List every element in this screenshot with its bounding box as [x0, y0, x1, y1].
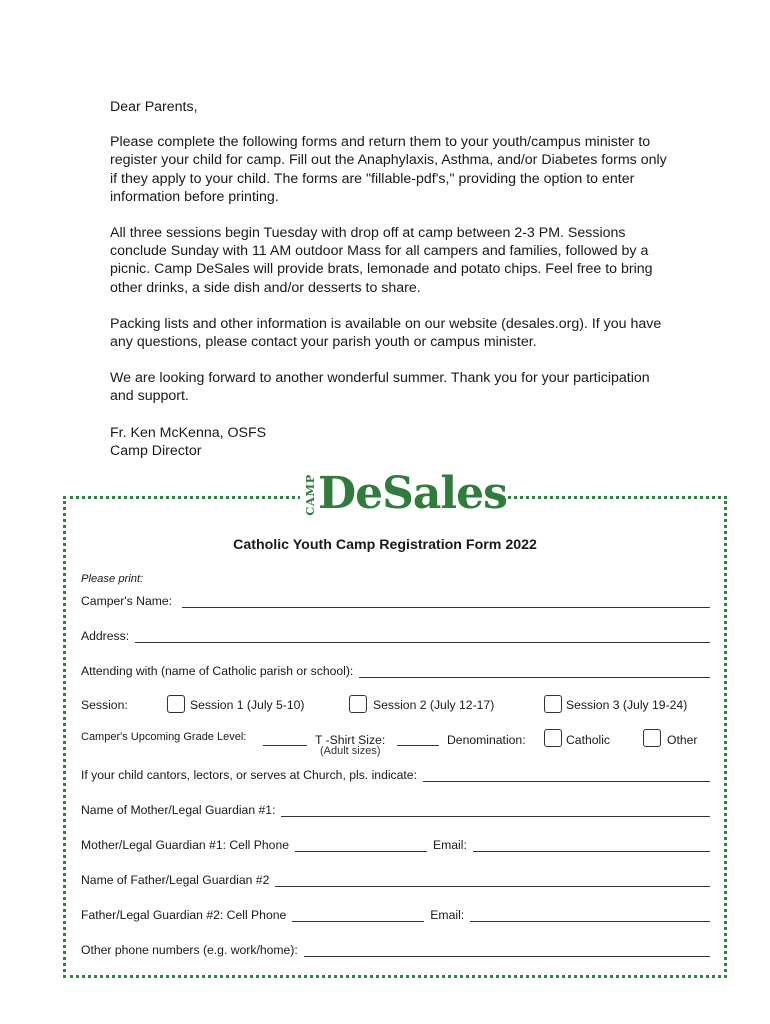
letter-signature: [110, 424, 670, 460]
session-2-label: Session 2 (July 12-17): [373, 698, 495, 712]
tshirt-adult-sizes-note: (Adult sizes): [320, 745, 381, 757]
signature-title: Camp Director: [110, 442, 202, 459]
father-name-label: Name of Father/Legal Guardian #2: [81, 873, 270, 887]
other-denomination-label: Other: [667, 733, 698, 747]
mother-name-field[interactable]: [281, 804, 710, 817]
mother-phone-field[interactable]: [295, 839, 427, 852]
session-3-checkbox[interactable]: [544, 695, 562, 713]
denomination-label: Denomination:: [447, 733, 526, 747]
campers-name-label: Camper's Name:: [81, 594, 173, 608]
father-name-field[interactable]: [275, 874, 710, 887]
other-phones-field[interactable]: [304, 944, 710, 957]
address-field[interactable]: [135, 630, 710, 643]
letter-greeting: Dear Parents,: [110, 99, 198, 115]
letter-paragraph-info: Packing lists and other information is available on our website (desales.org). If you have any questions, please contact your parish youth or campus minister.: [110, 315, 662, 351]
address-label: Address:: [81, 629, 130, 643]
signature-name: Fr. Ken McKenna, OSFS: [110, 424, 267, 441]
session-label: Session:: [81, 698, 128, 712]
church-service-field[interactable]: [423, 769, 710, 782]
camp-desales-logo: [300, 466, 507, 524]
father-email-label: Email:: [430, 908, 465, 922]
session-2-checkbox[interactable]: [349, 695, 367, 713]
grade-level-field[interactable]: [263, 733, 307, 746]
cover-letter: [110, 98, 670, 460]
other-phones-row: [81, 941, 710, 957]
tshirt-size-field[interactable]: [397, 733, 439, 746]
other-denomination-checkbox[interactable]: [643, 729, 661, 747]
father-contact-row: [81, 906, 710, 922]
please-print-note: Please print:: [81, 573, 144, 585]
logo-name-text: DeSales: [318, 468, 507, 519]
mother-email-field[interactable]: [473, 839, 710, 852]
attending-with-row: [81, 662, 710, 678]
campers-name-field[interactable]: [182, 595, 710, 608]
address-row: [81, 627, 710, 643]
form-title: Catholic Youth Camp Registration Form 2022: [233, 537, 537, 553]
letter-paragraph-thanks: We are looking forward to another wonderful summer. Thank you for your participation and support.: [110, 370, 650, 405]
father-email-field[interactable]: [470, 909, 710, 922]
session-3-label: Session 3 (July 19-24): [566, 698, 688, 712]
logo-camp-text: CAMP: [303, 474, 317, 516]
mother-contact-row: [81, 836, 710, 852]
mother-name-label: Name of Mother/Legal Guardian #1:: [81, 803, 276, 817]
church-service-label: If your child cantors, lectors, or serves at Church, pls. indicate:: [81, 768, 417, 782]
church-service-row: [81, 766, 710, 782]
campers-name-row: [81, 592, 710, 608]
other-phones-label: Other phone numbers (e.g. work/home):: [81, 943, 298, 957]
session-1-checkbox[interactable]: [167, 695, 185, 713]
tshirt-label: T -Shirt Size:: [315, 733, 386, 747]
father-phone-field[interactable]: [292, 909, 424, 922]
mother-phone-label: Mother/Legal Guardian #1: Cell Phone: [81, 838, 289, 852]
catholic-checkbox[interactable]: [544, 729, 562, 747]
session-1-label: Session 1 (July 5-10): [190, 698, 305, 712]
attending-with-label: Attending with (name of Catholic parish or school):: [81, 664, 354, 678]
letter-paragraph-forms: Please complete the following forms and return them to your youth/campus minister to register your child for camp. Fill out the Anaphylaxis, Asthma, and/or Diabetes forms only if they apply to your child. The forms are "fillable-pdf's," providing the option to enter information before printing.: [110, 134, 667, 205]
letter-paragraph-sessions: All three sessions begin Tuesday with drop off at camp between 2-3 PM. Sessions conclude Sunday with 11 AM outdoor Mass for all campers and families, followed by a picnic. Camp DeSales will provide brats, lemonade and potato chips. Feel free to bring other drinks, a side dish and/or desserts to share.: [110, 225, 653, 296]
grade-level-label: Camper's Upcoming Grade Level:: [81, 731, 247, 743]
mother-email-label: Email:: [433, 838, 467, 852]
attending-with-field[interactable]: [359, 665, 710, 678]
catholic-label: Catholic: [566, 733, 611, 747]
mother-name-row: [81, 801, 710, 817]
father-phone-label: Father/Legal Guardian #2: Cell Phone: [81, 908, 287, 922]
father-name-row: [81, 871, 710, 887]
